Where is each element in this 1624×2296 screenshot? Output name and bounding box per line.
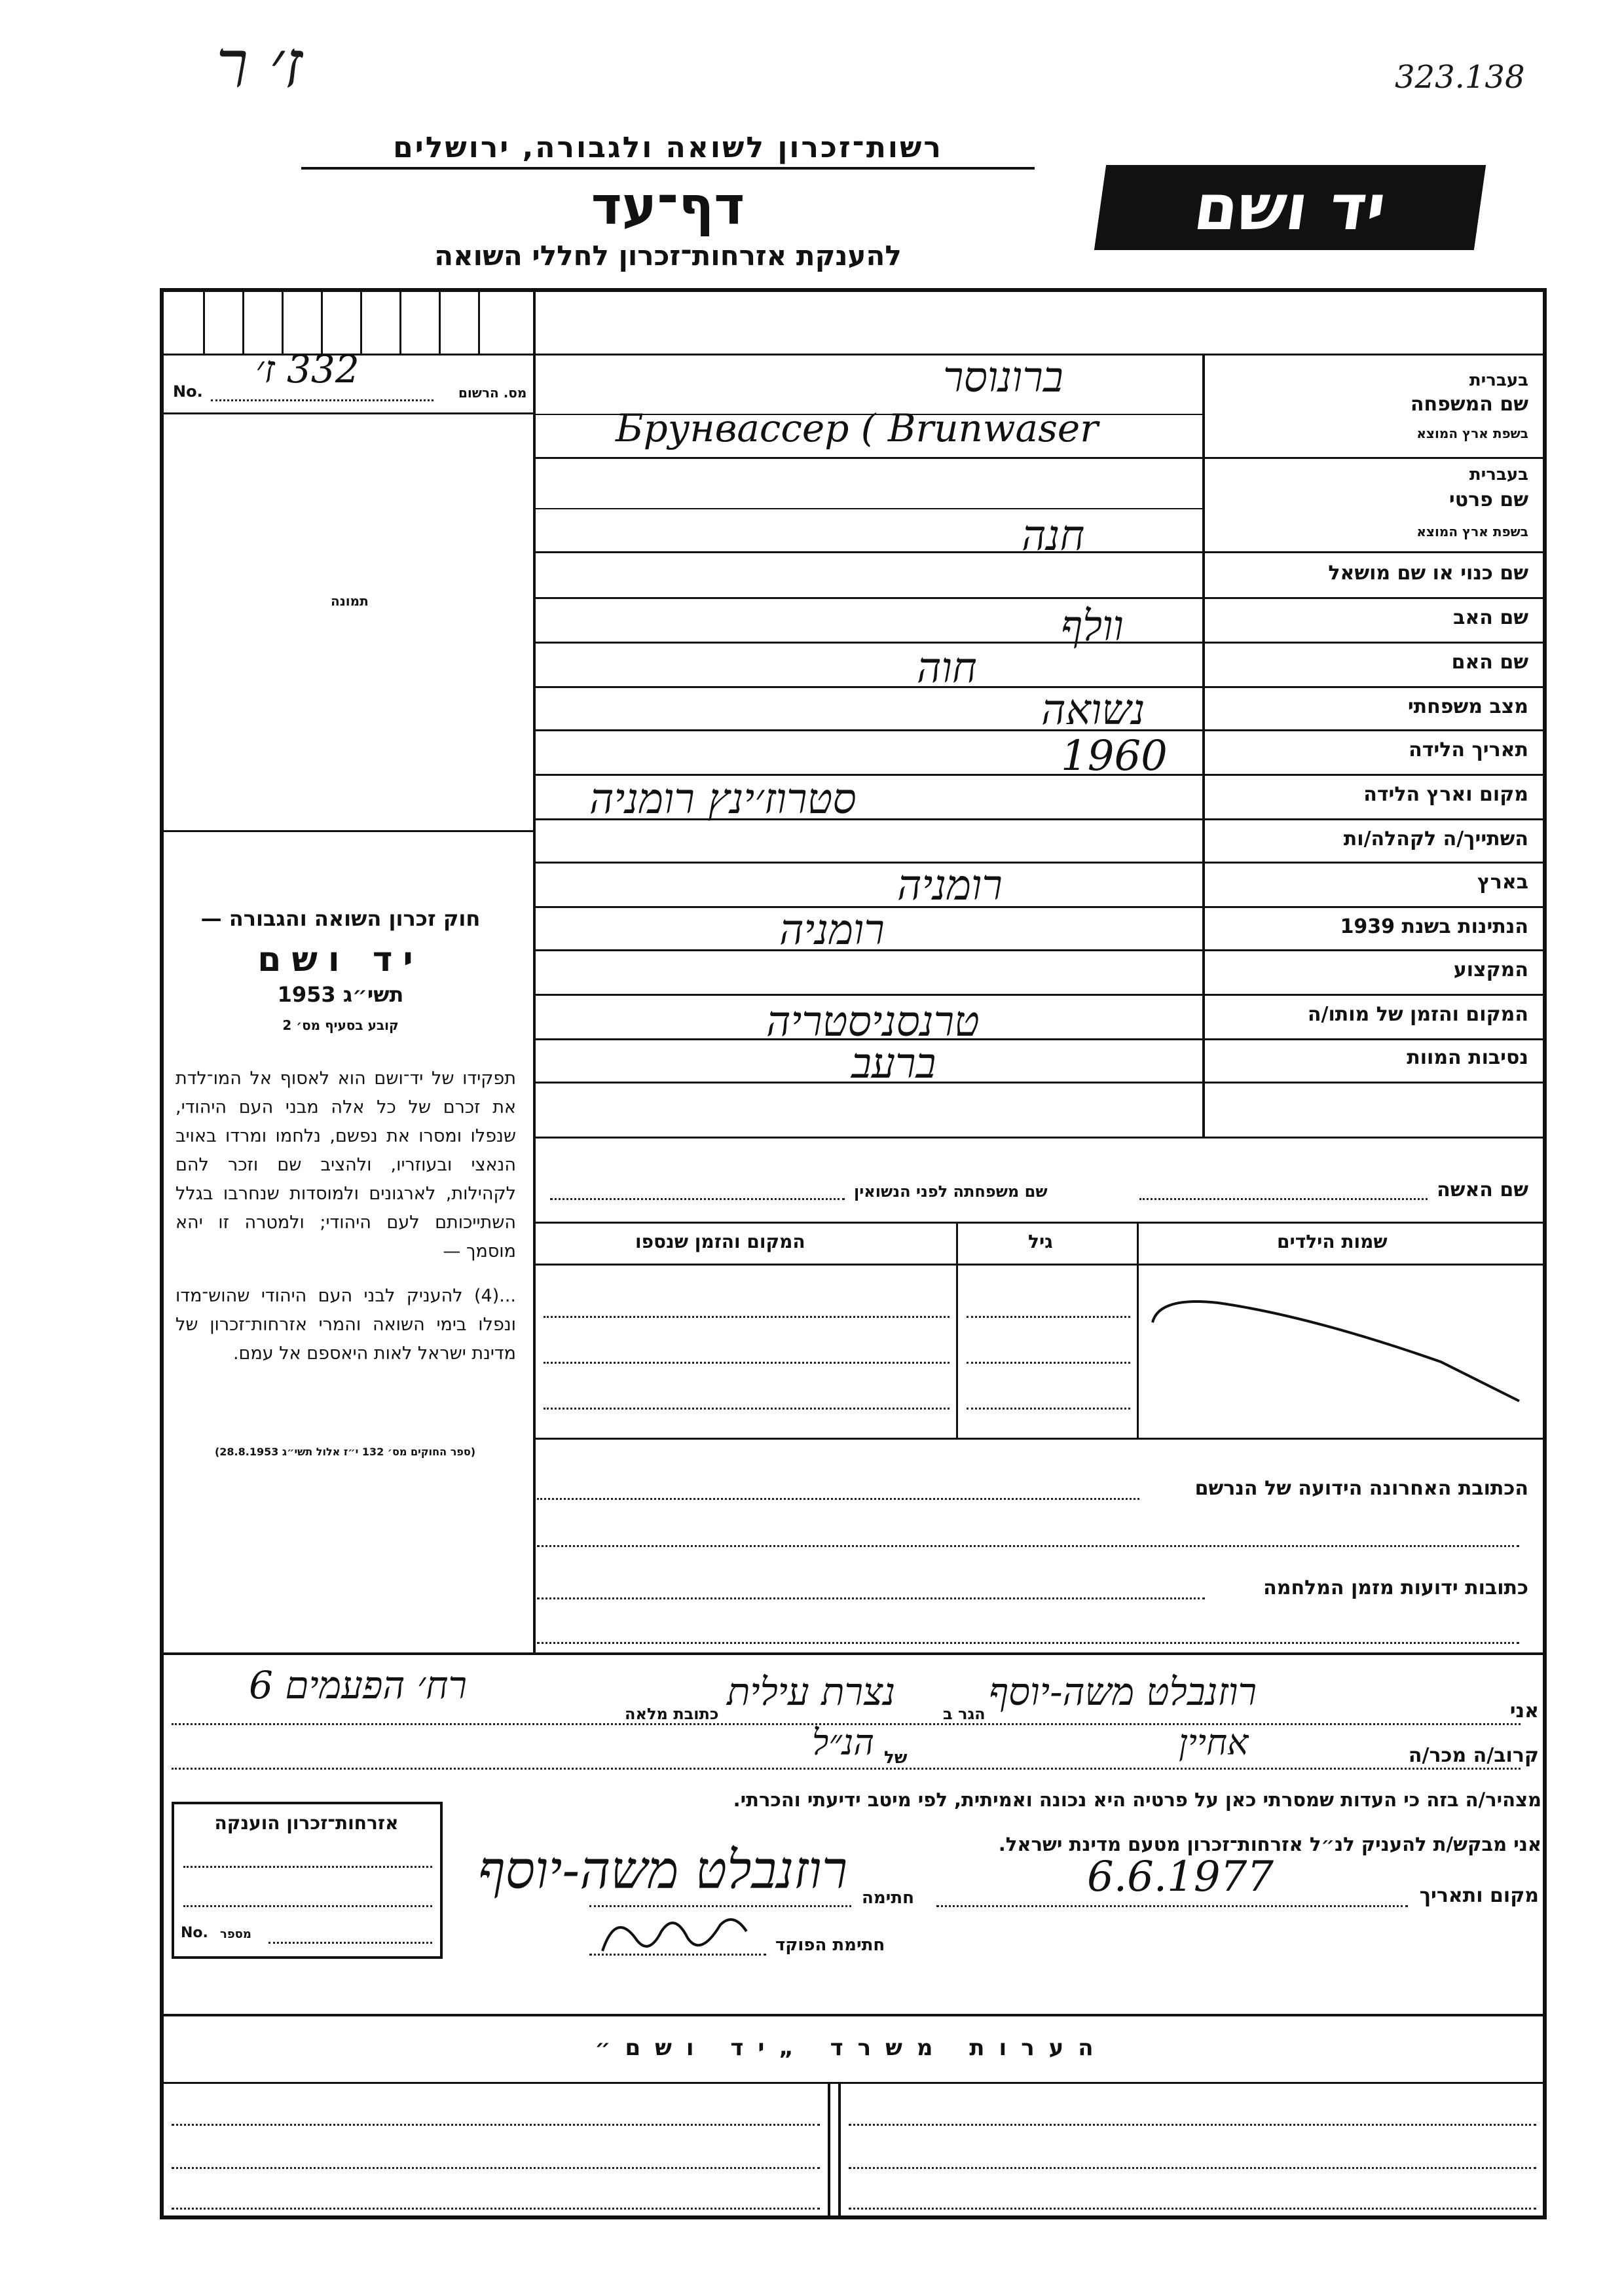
marital-status-value: נשואה bbox=[1041, 686, 1145, 735]
child-age-label: גיל bbox=[1028, 1231, 1053, 1252]
citizenship-1939-label: הנתינות בשנת 1939 bbox=[1340, 915, 1528, 938]
family-name-hebrew-value: ברונוסר bbox=[943, 354, 1063, 402]
death-place-time-label: המקום והזמן של מותו/ה bbox=[1307, 1003, 1528, 1026]
war-address-label: כתובות ידועות מזמן המלחמה bbox=[1263, 1576, 1528, 1599]
resides-in-label: הגר ב bbox=[943, 1705, 986, 1723]
birth-date-value: 1960 bbox=[1061, 732, 1168, 780]
award-number-label: מספר bbox=[220, 1927, 251, 1941]
community-label: השתייך/ה לקהלה/ות bbox=[1343, 828, 1528, 850]
citizenship-request: אני מבקש/ת להעניק לנ״ל אזרחות־זכרון מטעם מדינת ישראל. bbox=[998, 1833, 1541, 1855]
birth-date-label: תאריך הלידה bbox=[1409, 738, 1528, 761]
officer-signature bbox=[589, 1899, 760, 1971]
family-name-origin-value: Брунвассер ( Brunwaser bbox=[616, 406, 1098, 450]
citizenship-1939-value: רומניה bbox=[779, 906, 885, 955]
declaration-statement: מצהיר/ה בזה כי העדות שמסרתי כאן על פרטיה היא נכונה ואמיתית, לפי מיטב ידיעתי והכרתי. bbox=[733, 1789, 1541, 1811]
law-source: (ספר החוקים מס׳ 132 י״ז אלול תשי״ג 28.8.1953) bbox=[214, 1446, 476, 1458]
nickname-label: שם כנוי או שם מושאל bbox=[1328, 562, 1528, 585]
authority-title: רשות־זכרון לשואה ולגבורה, ירושלים bbox=[301, 131, 1035, 170]
of-label: של bbox=[884, 1748, 908, 1768]
award-no-label: No. bbox=[181, 1925, 208, 1941]
marital-status-label: מצב משפחתי bbox=[1407, 695, 1528, 718]
declarant-signature: רוזנבלט משה-יוסף bbox=[478, 1840, 848, 1901]
office-notes-title: הערות משרד „יד ושם״ bbox=[595, 2035, 1108, 2061]
first-name-label: שם פרטי bbox=[1449, 488, 1528, 511]
award-box-title: אזרחות־זכרון הוענקה bbox=[214, 1812, 399, 1834]
reference-number: 323.138 bbox=[1395, 59, 1525, 96]
form-subtitle: להענקת אזרחות־זכרון לחללי השואה bbox=[434, 240, 902, 272]
law-name: יד ושם bbox=[257, 940, 424, 979]
relation-value: אחיין bbox=[1179, 1722, 1249, 1763]
officer-signature-label: חתימת הפוקד bbox=[775, 1935, 885, 1955]
mother-name-label: שם האם bbox=[1451, 651, 1528, 674]
of-value: הנ״ל bbox=[812, 1722, 874, 1763]
signature-label: חתימה bbox=[862, 1888, 914, 1908]
law-text: תפקידו של יד־ושם הוא לאסוף אל המו־לדת את זכרם של כל אלה מבני העם היהודי, שנפלו ומסרו את נפשם, נלחמו ומרדו באויב הנאצי ובעוזריו, ולהציב שם וזכר להם לקהילות, לארגונים ולמוסדות שנחרבו בגלל השתייכותם לעם היהודי; ולמטרה זו יהא מוסמך — bbox=[175, 1068, 516, 1262]
country-label: בארץ bbox=[1477, 871, 1528, 894]
birth-place-value: סטרוז׳ינץ רומניה bbox=[589, 775, 857, 824]
death-cause-label: נסיבות המוות bbox=[1407, 1046, 1528, 1069]
law-text-2: ...(4) להעניק לבני העם היהודי שהוש־מדו ונפלו בימי השואה והמרי אזרחות־זכרון של מדינת ישראל לאות היאספם אל עמם. bbox=[175, 1286, 516, 1364]
occupation-label: המקצוע bbox=[1453, 958, 1528, 981]
law-year: תשי״ג 1953 bbox=[277, 982, 404, 1007]
no-label: No. bbox=[173, 382, 203, 401]
family-name-label: שם המשפחה bbox=[1410, 393, 1528, 416]
family-name-hebrew-label: בעברית bbox=[1469, 371, 1528, 390]
children-names-label: שמות הילדים bbox=[1277, 1231, 1388, 1252]
registration-label: מס. הרשום bbox=[458, 385, 527, 401]
death-place-time-value: טרנסניסטריה bbox=[766, 998, 980, 1046]
place-date-label: מקום ותאריך bbox=[1419, 1884, 1539, 1907]
corner-handwritten-note: ז׳ ר bbox=[216, 26, 303, 103]
full-address-value: רח׳ הפעמים 6 bbox=[249, 1663, 467, 1707]
law-title: חוק זכרון השואה והגבורה — bbox=[200, 906, 481, 931]
form-title: דף־עד bbox=[591, 175, 745, 236]
death-cause-value: ברעב bbox=[851, 1040, 936, 1088]
place-date-value: 6.6.1977 bbox=[1087, 1853, 1274, 1901]
maiden-name-label: שם משפחתה לפני הנשואין bbox=[854, 1182, 1048, 1201]
children-strike-line bbox=[1139, 1283, 1532, 1414]
birth-place-label: מקום וארץ הלידה bbox=[1363, 783, 1528, 806]
full-address-label: כתובת מלאה bbox=[625, 1705, 719, 1723]
relation-label: קרוב/ה מכר/ה bbox=[1408, 1744, 1539, 1767]
father-name-label: שם האב bbox=[1453, 606, 1528, 629]
wife-name-label: שם האשה bbox=[1437, 1178, 1528, 1201]
mother-name-value: חוה bbox=[917, 644, 977, 693]
registration-value: 332 ז׳ bbox=[255, 347, 360, 392]
first-name-value: חנה bbox=[1022, 512, 1085, 560]
declarant-label: אני bbox=[1509, 1700, 1539, 1722]
child-death-place-label: המקום והזמן שנספו bbox=[635, 1231, 805, 1252]
law-clause: קובע בסעיף מס׳ 2 bbox=[282, 1017, 399, 1033]
family-name-origin-label: בשפת ארץ המוצא bbox=[1416, 426, 1528, 441]
last-address-label: הכתובת האחרונה הידועה של הנרשם bbox=[1194, 1477, 1528, 1500]
first-name-hebrew-label: בעברית bbox=[1469, 465, 1528, 484]
photo-label: תמונה bbox=[331, 593, 369, 609]
first-name-origin-label: בשפת ארץ המוצא bbox=[1416, 524, 1528, 539]
declarant-name: רוזנבלט משה-יוסף bbox=[989, 1669, 1257, 1714]
father-name-value: וולף bbox=[1061, 602, 1124, 651]
resides-in-value: נצרת עילית bbox=[727, 1669, 896, 1714]
country-value: רומניה bbox=[897, 862, 1003, 910]
yad-vashem-logo: יד ושם bbox=[1094, 165, 1486, 250]
